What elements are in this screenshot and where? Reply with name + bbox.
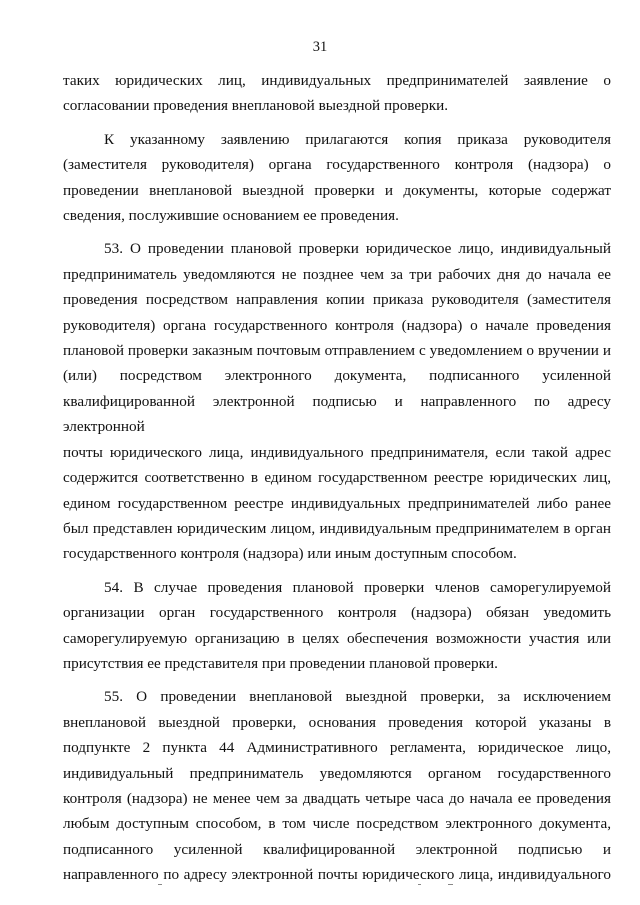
text-line: был представлен юридическим лицом, индивидуальным предпринимателем в орган bbox=[63, 519, 611, 537]
text-line: внеплановой выездной проверки, основания проведения которой указаны в bbox=[63, 713, 611, 731]
text-line: подпункте 2 пункта 44 Административного регламента, юридическое лицо, bbox=[63, 739, 611, 757]
scan-speck bbox=[158, 884, 162, 885]
text-line: (заместителя руководителя) органа государственного контроля (надзора) о bbox=[63, 156, 611, 174]
paragraph-continuation bbox=[63, 68, 611, 119]
scan-speck bbox=[418, 884, 421, 885]
text-line: К указанному заявлению прилагаются копия приказа руководителя bbox=[104, 130, 611, 148]
text-line: согласовании проведения внеплановой выездной проверки. bbox=[63, 97, 449, 115]
text-line: руководителя) органа государственного контроля (надзора) о начале проведения bbox=[63, 316, 611, 334]
text-line: проведения посредством направления копии приказа руководителя (заместителя bbox=[63, 291, 611, 309]
text-line: едином государственном реестре индивидуальных предпринимателей либо ранее bbox=[63, 494, 611, 512]
text-line: плановой проверки заказным почтовым отправлением с уведомлением о вручении и bbox=[63, 342, 611, 360]
text-line: 54. В случае проведения плановой проверки членов саморегулируемой bbox=[104, 578, 611, 596]
text-line: предприниматель уведомляются не позднее чем за три рабочих дня до начала ее bbox=[63, 265, 611, 283]
text-line: контроля (надзора) не менее чем за двадцать четыре часа до начала ее проведения bbox=[63, 789, 611, 807]
text-line: проведении внеплановой выездной проверки и документы, которые содержат bbox=[63, 181, 611, 199]
text-line: индивидуальный предприниматель уведомляются органом государственного bbox=[63, 764, 611, 782]
text-line: (или) посредством электронного документа, подписанного усиленной bbox=[63, 367, 611, 385]
page-number: 31 bbox=[312, 39, 328, 55]
text-line: содержится соответственно в едином государственном реестре юридических лиц, bbox=[63, 469, 611, 487]
text-line: направленного по адресу электронной почты юридического лица, индивидуального bbox=[63, 866, 611, 884]
scan-artifacts bbox=[0, 884, 640, 894]
paragraph-53 bbox=[63, 236, 611, 566]
text-line: государственного контроля (надзора) или иным доступным способом. bbox=[63, 545, 517, 563]
paragraph-54 bbox=[63, 575, 611, 677]
paragraph-55 bbox=[63, 684, 611, 887]
scan-speck bbox=[448, 884, 453, 885]
text-line: почты юридического лица, индивидуального предпринимателя, если такой адрес bbox=[63, 443, 611, 461]
text-line: 53. О проведении плановой проверки юридическое лицо, индивидуальный bbox=[104, 240, 611, 258]
text-line: саморегулируемую организацию в целях обеспечения возможности участия или bbox=[63, 629, 611, 647]
text-line: 55. О проведении внеплановой выездной проверки, за исключением bbox=[104, 688, 611, 706]
document-body bbox=[63, 68, 611, 888]
text-line: любым доступным способом, в том числе посредством электронного документа, bbox=[63, 815, 611, 833]
text-line: сведения, послужившие основанием ее проведения. bbox=[63, 207, 399, 225]
text-line: подписанного усиленной квалифицированной электронной подписью и bbox=[63, 840, 611, 858]
paragraph-attachment bbox=[63, 127, 611, 229]
text-line: присутствия ее представителя при проведении плановой проверки. bbox=[63, 654, 498, 672]
text-line: таких юридических лиц, индивидуальных предпринимателей заявление о bbox=[63, 72, 611, 89]
text-line: квалифицированной электронной подписью и направленного по адресу электронной bbox=[63, 392, 611, 436]
text-line: организации орган государственного контроля (надзора) обязан уведомить bbox=[63, 604, 611, 622]
